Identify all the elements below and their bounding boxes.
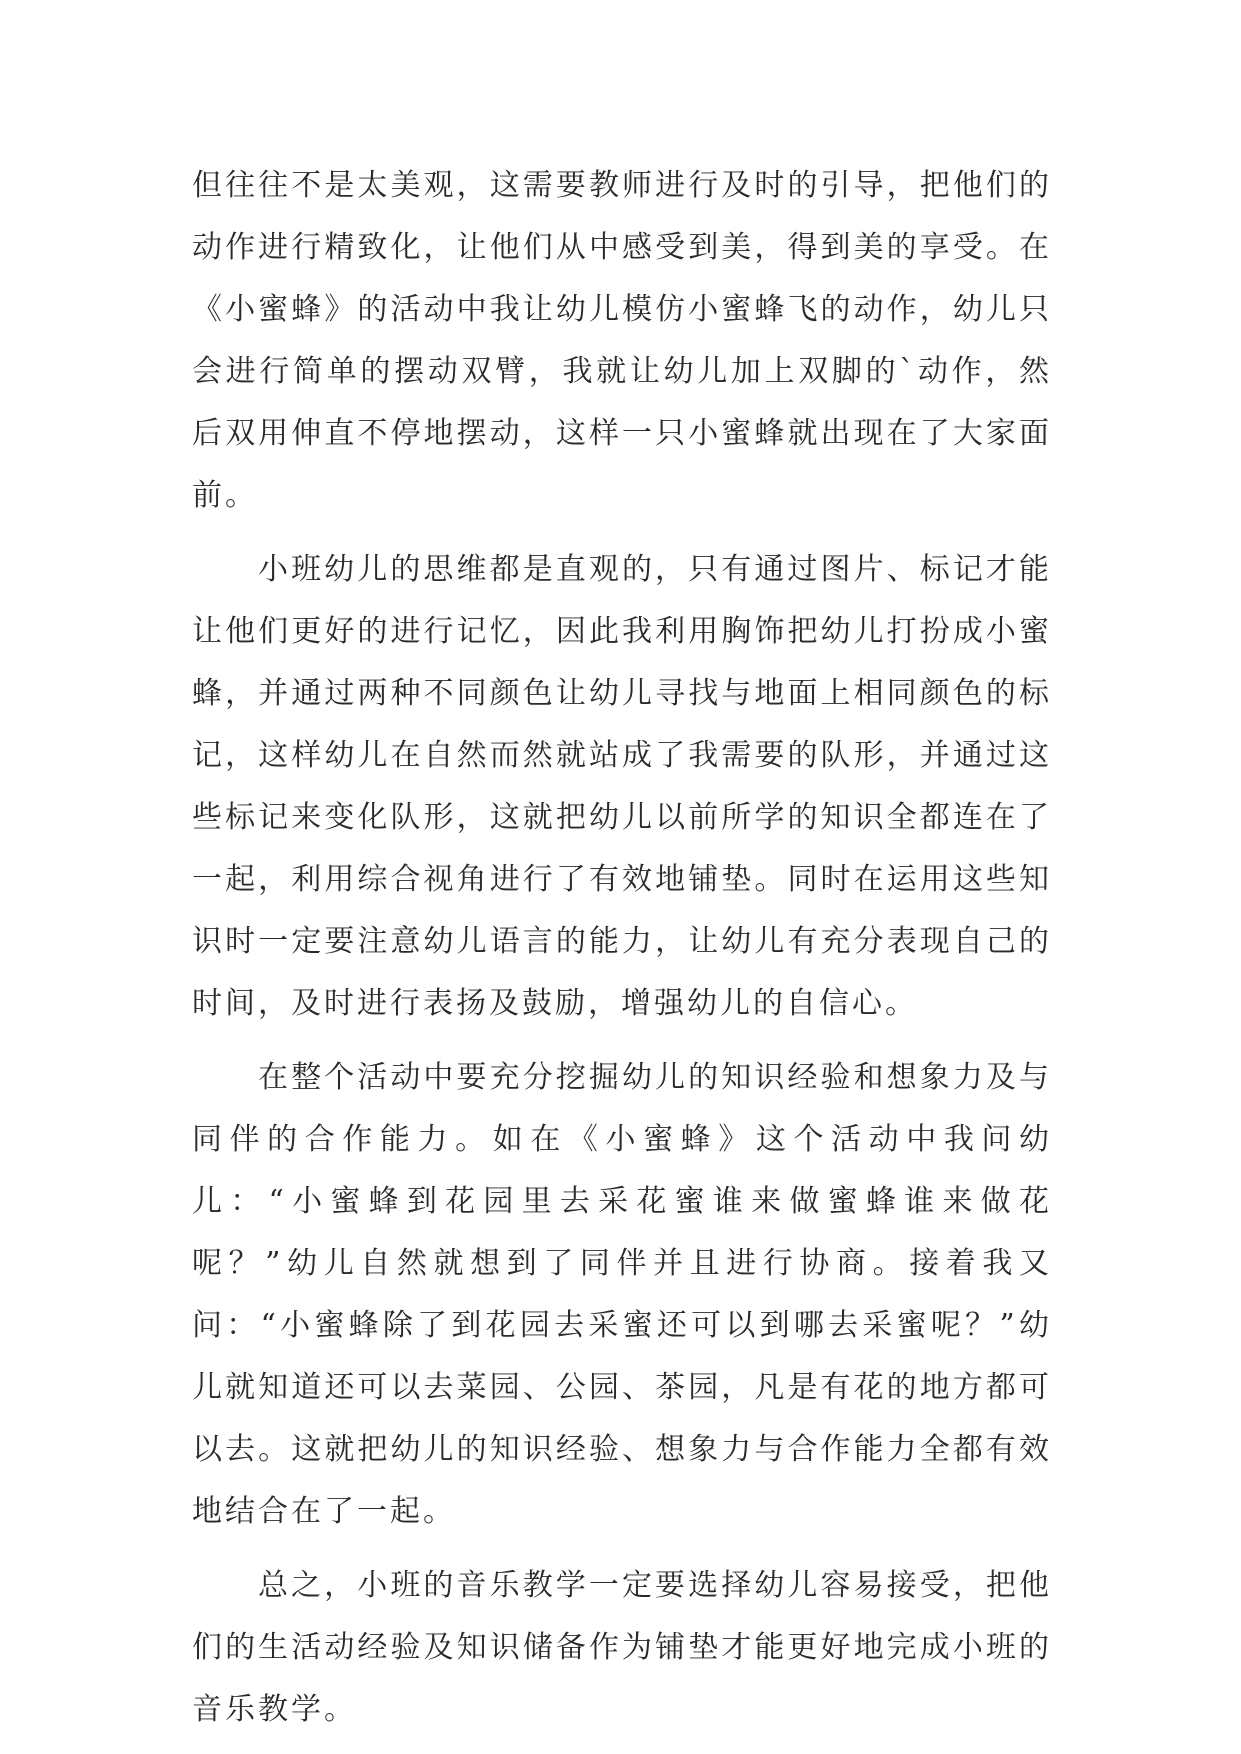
paragraph-conclusion: 总之，小班的音乐教学一定要选择幼儿容易接受，把他们的生活动经验及知识储备作为铺垫才能更好地完成小班的音乐教学。 xyxy=(192,1568,1052,1727)
document-body xyxy=(192,155,1052,1753)
paragraph-knowledge-imagination: 在整个活动中要充分挖掘幼儿的知识经验和想象力及与同伴的合作能力。如在《小蜜蜂》这个活动中我问幼儿：“小蜜蜂到花园里去采花蜜谁来做蜜蜂谁来做花呢？”幼儿自然就想到了同伴并且进行协商。接着我又问：“小蜜蜂除了到花园去采蜜还可以到哪去采蜜呢？”幼儿就知道还可以去菜园、公园、茶园，凡是有花的地方都可以去。这就把幼儿的知识经验、想象力与合作能力全都有效地结合在了一起。 xyxy=(192,1060,1052,1529)
paragraph-continuation: 但往往不是太美观，这需要教师进行及时的引导，把他们的动作进行精致化，让他们从中感受到美，得到美的享受。在《小蜜蜂》的活动中我让幼儿模仿小蜜蜂飞的动作，幼儿只会进行简单的摆动双臂，我就让幼儿加上双脚的`动作，然后双用伸直不停地摆动，这样一只小蜜蜂就出现在了大家面前。 xyxy=(192,168,1052,513)
paragraph-visual-thinking: 小班幼儿的思维都是直观的，只有通过图片、标记才能让他们更好的进行记忆，因此我利用胸饰把幼儿打扮成小蜜蜂，并通过两种不同颜色让幼儿寻找与地面上相同颜色的标记，这样幼儿在自然而然就站成了我需要的队形，并通过这些标记来变化队形，这就把幼儿以前所学的知识全都连在了一起，利用综合视角进行了有效地铺垫。同时在运用这些知识时一定要注意幼儿语言的能力，让幼儿有充分表现自己的时间，及时进行表扬及鼓励，增强幼儿的自信心。 xyxy=(192,552,1052,1021)
